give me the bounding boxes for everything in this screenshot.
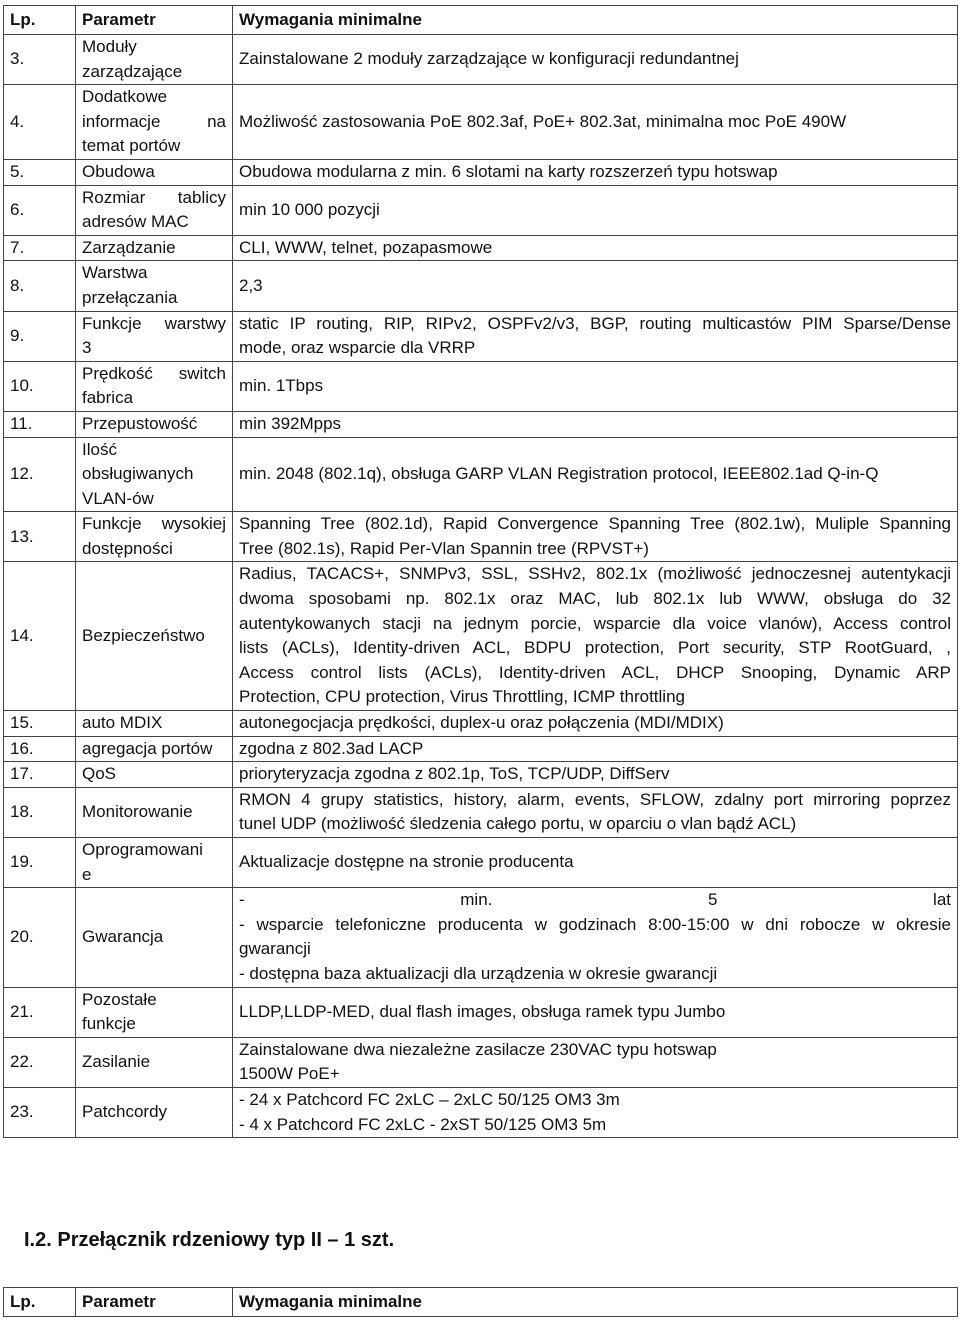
parameter-line: VLAN-ów (82, 488, 154, 508)
row-number: 7. (4, 235, 76, 261)
row-parameter (76, 411, 233, 437)
requirement-line: - dostępna baza aktualizacji dla urządzenia w okresie gwarancji (239, 963, 718, 983)
row-requirement (233, 762, 958, 788)
parameter-line: Patchcordy (82, 1102, 168, 1122)
row-number: 19. (4, 838, 76, 888)
row-number: 18. (4, 787, 76, 837)
parameter-line: Oprogramowani (82, 840, 203, 859)
row-parameter (76, 235, 233, 261)
row-parameter (76, 159, 233, 185)
requirement-line: gwarancji (239, 939, 311, 959)
requirement-line: - wsparcie telefoniczne producenta w godzinach 8:00-15:00 w dni robocze w okresie (239, 914, 951, 934)
parameter-line: QoS (82, 764, 117, 784)
table-row (4, 1087, 958, 1137)
parameter-line: dostępności (82, 538, 173, 558)
row-parameter (76, 736, 233, 762)
parameter-line: Moduły (82, 37, 137, 56)
requirement-line: min. 1Tbps (239, 376, 324, 396)
row-number: 5. (4, 159, 76, 185)
parameter-line: Gwarancja (82, 927, 164, 947)
parameter-line: informacje na (82, 111, 226, 131)
row-requirement (233, 235, 958, 261)
table-row (4, 888, 958, 987)
table-row (4, 411, 958, 437)
row-requirement (233, 35, 958, 85)
row-requirement (233, 159, 958, 185)
row-requirement (233, 987, 958, 1037)
table-row (4, 159, 958, 185)
row-number: 20. (4, 888, 76, 987)
table-row (4, 562, 958, 711)
row-parameter (76, 437, 233, 512)
row-number: 23. (4, 1087, 76, 1137)
parameter-line: auto MDIX (82, 713, 163, 733)
row-requirement (233, 736, 958, 762)
parameter-line: temat portów (82, 136, 181, 156)
row-number: 17. (4, 762, 76, 788)
row-parameter (76, 311, 233, 361)
requirement-line: autonegocjacja prędkości, duplex-u oraz połączenia (MDI/MDIX) (239, 713, 724, 733)
table-row (4, 762, 958, 788)
row-parameter (76, 838, 233, 888)
row-requirement (233, 838, 958, 888)
table-row (4, 838, 958, 888)
parameter-line: Funkcje warstwy (82, 313, 226, 333)
requirement-line: RMON 4 grupy statistics, history, alarm, events, SFLOW, zdalny port mirroring poprzez (239, 789, 951, 809)
row-number: 3. (4, 35, 76, 85)
row-number: 4. (4, 85, 76, 160)
requirement-line: Obudowa modularna z min. 6 slotami na karty rozszerzeń typu hotswap (239, 161, 778, 181)
row-number: 10. (4, 361, 76, 411)
row-parameter (76, 987, 233, 1037)
row-requirement (233, 512, 958, 562)
requirement-line: CLI, WWW, telnet, pozapasmowe (239, 237, 493, 257)
table-row (4, 235, 958, 261)
requirement-line: 1500W PoE+ (239, 1064, 340, 1084)
parameter-line: e (82, 864, 92, 884)
requirement-line: Spanning Tree (802.1d), Rapid Convergence Spanning Tree (802.1w), Muliple Spanning (239, 514, 951, 534)
spec-table (3, 5, 958, 1138)
requirement-line: Radius, TACACS+, SNMPv3, SSL, SSHv2, 802.1x (możliwość jednoczesnej autentykacji (239, 564, 951, 584)
table-row (4, 1037, 958, 1087)
requirement-line: Access control lists (ACLs), Identity-driven ACL, DHCP Snooping, Dynamic ARP (239, 662, 951, 682)
requirement-line: min. 2048 (802.1q), obsługa GARP VLAN Registration protocol, IEEE802.1ad Q-in-Q (239, 464, 879, 484)
requirement-line: prioryteryzacja zgodna z 802.1p, ToS, TCP/UDP, DiffServ (239, 764, 670, 784)
row-requirement (233, 787, 958, 837)
spec-table-body (4, 35, 958, 1138)
row-parameter (76, 512, 233, 562)
row-number: 13. (4, 512, 76, 562)
header-parametr: Parametr (76, 6, 233, 35)
row-parameter (76, 261, 233, 311)
requirement-line: Protection, CPU protection, Virus Throttling, ICMP throttling (239, 687, 685, 707)
requirement-line: zgodna z 802.3ad LACP (239, 738, 424, 758)
parameter-line: funkcje (82, 1014, 136, 1034)
row-requirement (233, 361, 958, 411)
row-parameter (76, 888, 233, 987)
parameter-line: Pozostałe (82, 989, 157, 1009)
parameter-line: fabrica (82, 388, 134, 408)
requirement-line: Zainstalowane 2 moduły zarządzające w konfiguracji redundantnej (239, 49, 739, 69)
row-number: 12. (4, 437, 76, 512)
row-parameter (76, 185, 233, 235)
requirement-line: - min. 5 lat (239, 890, 951, 910)
row-parameter (76, 1087, 233, 1137)
header-wymagania: Wymagania minimalne (233, 1288, 958, 1317)
spec-table-2 (3, 1287, 958, 1317)
row-requirement (233, 437, 958, 512)
row-number: 11. (4, 411, 76, 437)
table-row (4, 437, 958, 512)
table-row (4, 311, 958, 361)
parameter-line: Bezpieczeństwo (82, 625, 205, 645)
table-row (4, 85, 958, 160)
parameter-line: Dodatkowe (82, 87, 168, 107)
requirement-line: LLDP,LLDP-MED, dual flash images, obsługa ramek typu Jumbo (239, 1001, 726, 1021)
parameter-line: przełączania (82, 287, 178, 307)
requirement-line: - 24 x Patchcord FC 2xLC – 2xLC 50/125 OM3 3m (239, 1089, 620, 1109)
parameter-line: Obudowa (82, 161, 155, 181)
table-row (4, 787, 958, 837)
row-requirement (233, 1087, 958, 1137)
header-lp: Lp. (4, 1288, 76, 1317)
parameter-line: Monitorowanie (82, 802, 193, 822)
parameter-line: Zarządzanie (82, 237, 176, 257)
parameter-line: obsługiwanych (82, 464, 194, 484)
table-row (4, 185, 958, 235)
requirement-line: dwoma sposobami np. 802.1x oraz MAC, lub 802.1x lub WWW, obsługa do 32 (239, 589, 951, 609)
parameter-line: Prędkość switch (82, 363, 226, 383)
section-heading: I.2. Przełącznik rdzeniowy typ II – 1 szt. (24, 1229, 395, 1251)
parameter-line: Zasilanie (82, 1052, 151, 1072)
requirement-line: lists (ACLs), Identity-driven ACL, BDPU protection, Port security, STP RootGuard, , (239, 638, 951, 658)
row-number: 6. (4, 185, 76, 235)
requirement-line: 2,3 (239, 275, 263, 295)
parameter-line: Warstwa (82, 263, 148, 283)
row-number: 15. (4, 711, 76, 737)
row-number: 22. (4, 1037, 76, 1087)
table-header-row (4, 6, 958, 35)
parameter-line: zarządzające (82, 61, 183, 81)
row-requirement (233, 185, 958, 235)
requirement-line: Tree (802.1s), Rapid Per-Vlan Spannin tree (RPVST+) (239, 538, 649, 558)
parameter-line: adresów MAC (82, 212, 189, 232)
table-row (4, 711, 958, 737)
row-parameter (76, 711, 233, 737)
row-parameter (76, 1037, 233, 1087)
row-parameter (76, 762, 233, 788)
row-requirement (233, 1037, 958, 1087)
requirement-line: min 10 000 pozycji (239, 199, 380, 219)
table-row (4, 736, 958, 762)
header-lp: Lp. (4, 6, 76, 35)
requirement-line: static IP routing, RIP, RIPv2, OSPFv2/v3, BGP, routing multicastów PIM Sparse/Dense (239, 313, 951, 333)
requirement-line: mode, oraz wsparcie dla VRRP (239, 338, 476, 358)
requirement-line: autentykowanych stacji na jednym porcie, wsparcie dla voice vlanów), Access control (239, 613, 951, 633)
parameter-line: Funkcje wysokiej (82, 514, 226, 534)
parameter-line: 3 (82, 338, 92, 358)
row-requirement (233, 888, 958, 987)
requirement-line: tunel UDP (możliwość śledzenia całego portu, w oparciu o vlan bądź ACL) (239, 814, 797, 834)
requirement-line: Zainstalowane dwa niezależne zasilacze 230VAC typu hotswap (239, 1039, 717, 1059)
parameter-line: Przepustowość (82, 413, 198, 433)
parameter-line: Rozmiar tablicy (82, 187, 226, 207)
table-row (4, 261, 958, 311)
row-requirement (233, 711, 958, 737)
table-row (4, 361, 958, 411)
row-parameter (76, 85, 233, 160)
requirement-line: min 392Mpps (239, 413, 342, 433)
table-header-row (4, 1288, 958, 1317)
row-requirement (233, 562, 958, 711)
table-row (4, 987, 958, 1037)
row-requirement (233, 85, 958, 160)
table-row (4, 512, 958, 562)
header-parametr: Parametr (76, 1288, 233, 1317)
row-parameter (76, 361, 233, 411)
row-parameter (76, 562, 233, 711)
row-number: 16. (4, 736, 76, 762)
requirement-line: - 4 x Patchcord FC 2xLC - 2xST 50/125 OM3 5m (239, 1114, 607, 1134)
parameter-line: Ilość (82, 439, 117, 459)
requirement-line: Aktualizacje dostępne na stronie producenta (239, 852, 574, 872)
row-requirement (233, 311, 958, 361)
parameter-line: agregacja portów (82, 738, 213, 758)
header-wymagania: Wymagania minimalne (233, 6, 958, 35)
row-number: 21. (4, 987, 76, 1037)
row-number: 9. (4, 311, 76, 361)
row-number: 8. (4, 261, 76, 311)
row-parameter (76, 35, 233, 85)
row-number: 14. (4, 562, 76, 711)
row-parameter (76, 787, 233, 837)
row-requirement (233, 411, 958, 437)
table-row (4, 35, 958, 85)
row-requirement (233, 261, 958, 311)
requirement-line: Możliwość zastosowania PoE 802.3af, PoE+ 802.3at, minimalna moc PoE 490W (239, 111, 847, 131)
